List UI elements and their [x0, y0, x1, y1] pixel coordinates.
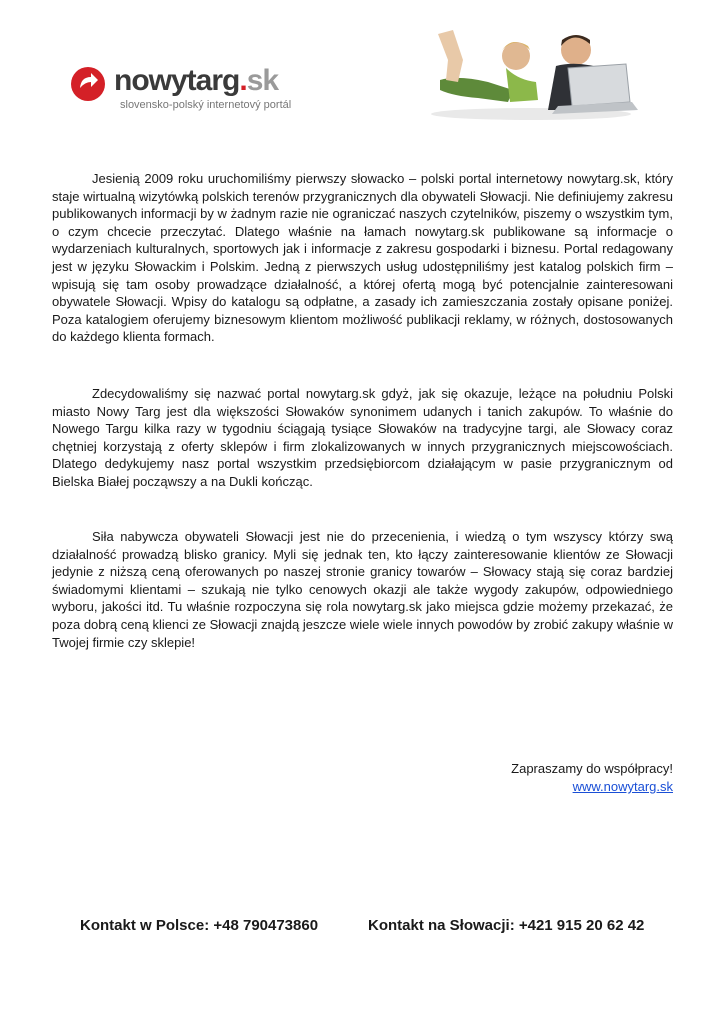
- name-paragraph: Zdecydowaliśmy się nazwać portal nowytarg.sk gdyż, jak się okazuje, leżące na południu Polski miasto Nowy Targ jest dla większości Słowaków synonimem udanych i tanich zakupów. To właśnie do Nowego Targu kilka razy w tygodniu ściągają tysiące Słowaków na tradycyjne targi, ale Słowacy coraz chętniej korzystają z oferty sklepów i firm zlokalizowanych w innych przygranicznych miejscowościach. Dlatego dedykujemy nasz portal wszystkim przedsiębiorcom działającym w pasie przygranicznym od Bielska Białej począwszy a na Dukli kończąc.: [52, 386, 673, 489]
- purchasing-power-paragraph: Siła nabywcza obywateli Słowacji jest nie do przecenienia, i wiedzą o tym wszyscy którzy swą działalność prowadzą blisko granicy. Myli się jednak ten, kto łączy zainteresowanie klientów ze Słowacji jedynie z niższą ceną oferowanych po naszej stronie granicy towarów – Słowacy stają się coraz bardziej świadomymi klientami – szukają nie tylko cenowych okazji ale także wygody zakupów, odpowiedniego wyboru, jakości itd. Tu właśnie rozpoczyna się rola nowytarg.sk jako miejsca gdzie możemy przekazać, że poza dobrą ceną klienci ze Słowacji znajdą jeszcze wiele wiele innych powodów by zrobić zakupy właśnie w Twojej firmie czy sklepie!: [52, 529, 673, 650]
- logo: [70, 64, 290, 114]
- logo-wordmark: [114, 64, 278, 98]
- intro-paragraph: Jesienią 2009 roku uruchomiliśmy pierwszy słowacko – polski portal internetowy nowytarg.sk, który staje wirtualną wizytówką polskich terenów przygranicznych dla obywateli Słowacji. Nie definiujemy zakresu publikowanych informacji by w żadnym razie nie ograniczać naszych czytelników, piszemy o wszystkim tym, o czym chcecie przeczytać. Dlatego właśnie na łamach nowytarg.sk publikowane są informacje o wydarzeniach kulturalnych, sportowych jak i informacje z zakresu gospodarki i biznesu. Portal redagowany jest w języku Słowackim i Polskim. Jedną z pierwszych usług udostępniliśmy jest katalog polskich firm – wpisują się tam osoby prowadzące działalność, a której ofertą mogą być potencjalnie zainteresowani obywatele Słowacji. Wpisy do katalogu są odpłatne, a zasady ich zamieszczania zostały opisane poniżej. Poza katalogiem oferujemy biznesowym klientom możliwość publikacji reklamy, w różnych, dostosowanych do każdego klienta formach.: [52, 171, 673, 345]
- logo-tagline: slovensko-polský internetový portál: [120, 99, 292, 111]
- website-link[interactable]: www.nowytarg.sk: [572, 779, 673, 794]
- contact-poland: Kontakt w Polsce: +48 790473860: [80, 917, 319, 934]
- header-photo: [418, 20, 644, 120]
- logo-name-tld: sk: [246, 64, 279, 97]
- contact-slovakia: Kontakt na Słowacji: +421 915 20 62 42: [368, 917, 645, 934]
- closing-line: Zapraszamy do współpracy!: [511, 761, 673, 776]
- closing-block: [511, 760, 673, 796]
- footer-contacts: [80, 917, 680, 934]
- logo-name-main: nowytarg: [114, 64, 240, 97]
- logo-arrow-icon: [70, 66, 106, 102]
- logo-name-dot: .: [239, 64, 247, 97]
